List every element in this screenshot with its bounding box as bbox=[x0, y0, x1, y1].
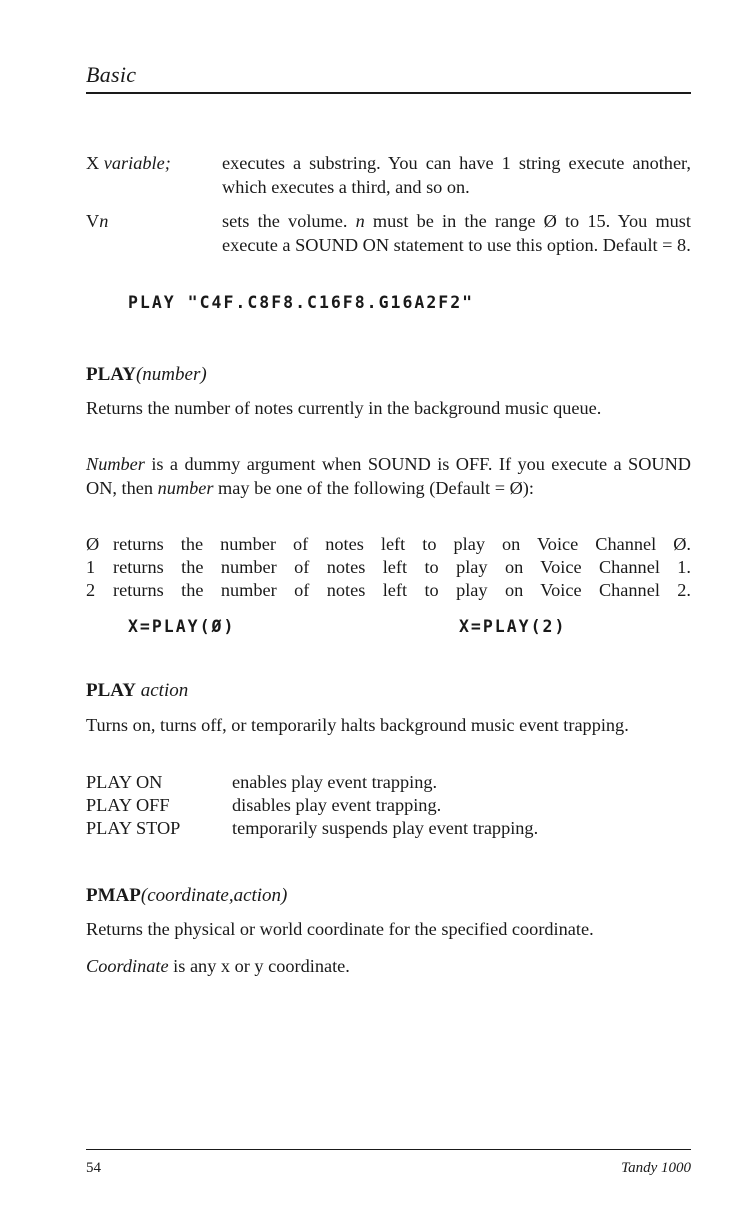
heading-pmap bbox=[86, 885, 287, 907]
code-example-play: PLAY "C4F.C8F8.C16F8.G16A2F2" bbox=[128, 293, 475, 312]
desc-italic: n bbox=[355, 211, 365, 231]
play-action-description bbox=[86, 714, 691, 738]
list-text: returns the number of notes left to play on Voice Channel 1. bbox=[113, 557, 691, 577]
desc-lead: sets the volume. bbox=[222, 211, 356, 231]
list-text: returns the number of notes left to play on Voice Channel 2. bbox=[113, 580, 691, 600]
note-italic: Number bbox=[86, 454, 145, 474]
paragraph bbox=[86, 955, 691, 979]
paragraph bbox=[86, 453, 691, 500]
statement-desc: enables play event trapping. bbox=[232, 772, 438, 792]
list-item bbox=[86, 579, 691, 603]
heading-play-number bbox=[86, 364, 207, 386]
statement-desc: disables play event trapping. bbox=[232, 795, 442, 815]
option-x-variable bbox=[86, 152, 691, 199]
heading-argument: (coordinate,action) bbox=[140, 885, 288, 906]
option-volume bbox=[86, 210, 691, 257]
heading-argument: (number) bbox=[135, 364, 207, 385]
statement-row bbox=[86, 817, 538, 841]
option-term-prefix: X bbox=[86, 153, 104, 173]
play-number-note bbox=[86, 453, 691, 500]
running-head: Basic bbox=[86, 62, 137, 87]
option-term-italic: n bbox=[99, 211, 109, 231]
note-italic: Coordinate bbox=[86, 956, 169, 976]
code-example-play-0: X=PLAY(Ø) bbox=[128, 617, 236, 636]
heading-play-action bbox=[86, 680, 188, 702]
option-term bbox=[86, 152, 222, 199]
option-term bbox=[86, 210, 222, 257]
option-term-italic: variable; bbox=[103, 153, 171, 173]
heading-keyword: PMAP bbox=[86, 885, 141, 906]
header-rule bbox=[86, 92, 691, 94]
option-description bbox=[222, 210, 691, 257]
paragraph: Turns on, turns off, or temporarily halts background music event trapping. bbox=[86, 715, 629, 735]
list-item bbox=[86, 533, 691, 557]
list-text: returns the number of notes left to play on Voice Channel Ø. bbox=[113, 534, 691, 554]
statement-row bbox=[86, 794, 441, 818]
paragraph: Returns the number of notes currently in the background music queue. bbox=[86, 398, 602, 418]
statement-name: PLAY ON bbox=[86, 772, 163, 792]
paragraph: Returns the physical or world coordinate for the specified coordinate. bbox=[86, 919, 594, 939]
list-number: 2 bbox=[86, 580, 96, 600]
heading-keyword: PLAY bbox=[86, 680, 136, 701]
statement-row bbox=[86, 771, 437, 795]
book-title: Tandy 1000 bbox=[621, 1160, 691, 1176]
note-italic: number bbox=[157, 477, 214, 498]
pmap-note bbox=[86, 955, 691, 979]
page-number: 54 bbox=[86, 1160, 101, 1176]
list-number: Ø bbox=[86, 534, 100, 554]
note-text: is a dummy argument when SOUND is OFF. If you execute a SOUND ON, then bbox=[86, 454, 691, 498]
list-number: 1 bbox=[86, 557, 96, 577]
statement-name: PLAY OFF bbox=[86, 795, 170, 815]
desc-rest: must be in the range Ø to 15. You must execute a SOUND ON statement to use this option. Default = 8. bbox=[222, 211, 691, 255]
heading-argument: action bbox=[135, 680, 189, 701]
note-text: may be one of the following (Default = Ø): bbox=[213, 477, 534, 498]
statement-name: PLAY STOP bbox=[86, 818, 181, 838]
heading-keyword: PLAY bbox=[86, 364, 136, 385]
list-item bbox=[86, 556, 691, 580]
option-term-prefix: V bbox=[86, 211, 100, 231]
option-description: executes a substring. You can have 1 string execute another, which executes a third, and so on. bbox=[222, 153, 691, 197]
pmap-description bbox=[86, 918, 691, 942]
play-number-description bbox=[86, 397, 691, 421]
statement-desc: temporarily suspends play event trapping. bbox=[232, 818, 539, 838]
footer-rule bbox=[86, 1149, 691, 1150]
code-example-play-2: X=PLAY(2) bbox=[459, 617, 567, 636]
note-text: is any x or y coordinate. bbox=[168, 956, 350, 976]
